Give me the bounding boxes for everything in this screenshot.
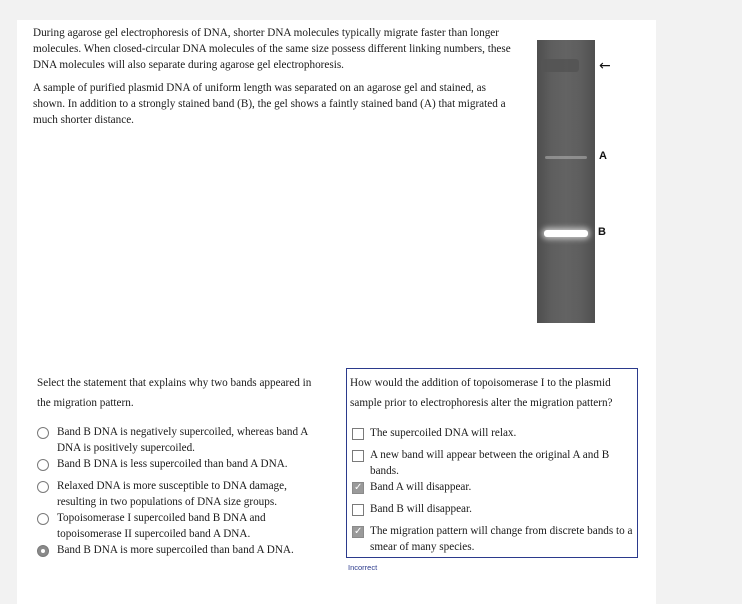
question2-panel xyxy=(346,368,638,558)
radio-option-label: Band B DNA is less supercoiled than band A DNA. xyxy=(57,458,288,470)
checkbox-icon[interactable] xyxy=(352,428,364,440)
radio-option-label: Band B DNA is negatively supercoiled, whereas band A DNA is positively supercoiled. xyxy=(57,426,308,454)
question1-prompt: Select the statement that explains why two bands appeared in the migration pattern. xyxy=(37,377,312,409)
radio-button-icon[interactable] xyxy=(37,459,49,471)
intro-text xyxy=(33,25,511,134)
checkbox-option-label: Band A will disappear. xyxy=(370,481,472,493)
radio-button-selected-icon[interactable] xyxy=(37,545,49,557)
band-b-label: B xyxy=(598,226,606,238)
radio-option-label: Relaxed DNA is more susceptible to DNA damage, resulting in two populations of DNA size groups. xyxy=(57,480,287,508)
radio-option-label: Topoisomerase I supercoiled band B DNA and topoisomerase II supercoiled band A DNA. xyxy=(57,512,266,540)
gel-well xyxy=(541,59,579,72)
checkbox-option-label: The supercoiled DNA will relax. xyxy=(370,427,517,439)
well-arrow-icon: ← xyxy=(599,58,611,74)
checkbox-checked-icon[interactable] xyxy=(352,482,364,494)
intro-paragraph-1: During agarose gel electrophoresis of DNA, shorter DNA molecules typically migrate faster than longer molecules. When closed-circular DNA molecules of the same size possess different linking numbers, these DNA molecules will also separate during agarose gel electrophoresis. xyxy=(33,27,511,72)
checkbox-icon[interactable] xyxy=(352,504,364,516)
checkbox-checked-icon[interactable] xyxy=(352,526,364,538)
checkbox-option-label: The migration pattern will change from discrete bands to a smear of many species. xyxy=(370,525,633,553)
checkbox-option-label: A new band will appear between the original A and B bands. xyxy=(370,449,610,477)
intro-paragraph-2: A sample of purified plasmid DNA of uniform length was separated on an agarose gel and stained, as shown. In addition to a strongly stained band (B), the gel shows a faintly stained band (A) that migrated a much shorter distance. xyxy=(33,81,506,127)
gel-image xyxy=(537,40,595,323)
checkbox-option-label: Band B will disappear. xyxy=(370,503,472,515)
band-a-label: A xyxy=(599,150,607,162)
radio-button-icon[interactable] xyxy=(37,481,49,493)
gel-band-a xyxy=(545,156,587,159)
radio-button-icon[interactable] xyxy=(37,427,49,439)
radio-option-label: Band B DNA is more supercoiled than band A DNA. xyxy=(57,544,294,556)
question2-prompt: How would the addition of topoisomerase I to the plasmid sample prior to electrophoresis alter the migration pattern? xyxy=(350,377,613,409)
radio-button-icon[interactable] xyxy=(37,513,49,525)
gel-band-b xyxy=(544,230,588,237)
checkbox-icon[interactable] xyxy=(352,450,364,462)
answer-status: Incorrect xyxy=(348,563,378,572)
